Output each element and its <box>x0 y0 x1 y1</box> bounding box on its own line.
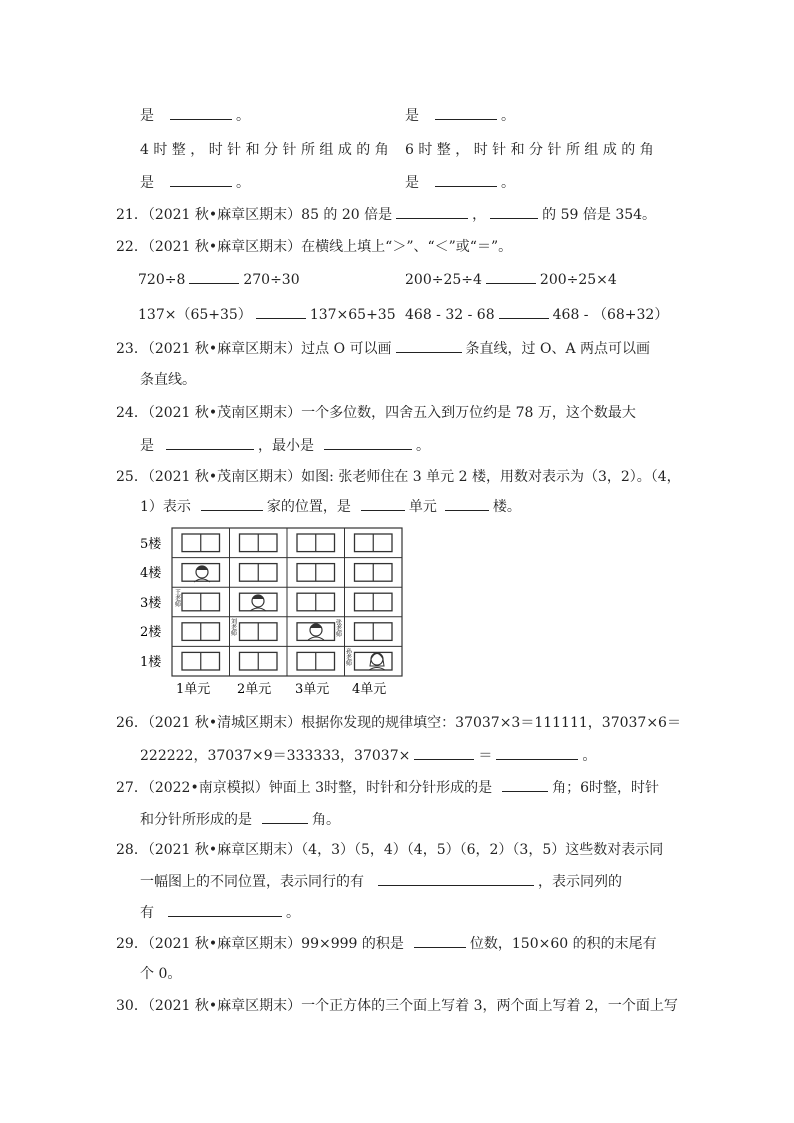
answer-blank[interactable] <box>361 497 405 511</box>
teacher-tag-zhang: 张老师 <box>334 619 342 637</box>
answer-blank[interactable] <box>396 205 468 219</box>
question-text: （2021 秋•麻章区期末）（4，3）（5，4）（4，5）（6，2）（3，5）这些数对表示同 <box>147 842 664 858</box>
text: 222222，37037×9＝333333，37037× <box>140 748 411 764</box>
text: 一幅图上的不同位置，表示同行的有 <box>140 874 364 890</box>
answer-blank[interactable] <box>414 934 466 948</box>
floor-label-5: 5楼 <box>140 537 162 552</box>
text: 468 - （68+32） <box>552 307 669 323</box>
answer-blank[interactable] <box>170 106 232 120</box>
unit-label-1: 1单元 <box>176 682 211 697</box>
question-number: 22． <box>116 239 148 255</box>
floor-label-3: 3楼 <box>140 596 162 611</box>
answer-blank[interactable] <box>378 872 534 886</box>
line-1a: 是 。 <box>140 108 250 124</box>
question-text: （2021 秋•茂南区期末）一个多位数，四舍五入到万位约是 78 万，这个数最大 <box>147 405 636 421</box>
text: 200÷25÷4 <box>405 272 482 288</box>
line-3b: 是 。 <box>405 175 515 191</box>
text: 和分针所形成的是 <box>140 812 252 828</box>
unit-label-3: 3单元 <box>295 682 330 697</box>
floor-label-2: 2楼 <box>140 625 162 640</box>
text: 。 <box>286 905 300 921</box>
answer-blank[interactable] <box>435 173 497 187</box>
text: 270÷30 <box>243 272 300 288</box>
answer-blank[interactable] <box>486 270 536 284</box>
expr-1 <box>138 270 300 289</box>
building-grid <box>140 526 404 698</box>
text: 200÷25×4 <box>539 272 617 288</box>
question-number: 27． <box>116 780 148 796</box>
answer-blank[interactable] <box>324 436 412 450</box>
question-number: 30． <box>116 998 148 1014</box>
expr-4 <box>405 305 668 324</box>
question-28-cont <box>140 872 622 891</box>
question-text: （2021 秋•麻章区期末）一个正方体的三个面上写着 3，两个面上写着 2，一个面上写 <box>147 998 678 1014</box>
answer-blank[interactable] <box>445 497 489 511</box>
question-29 <box>116 934 657 953</box>
answer-blank[interactable] <box>170 173 232 187</box>
question-25-cont <box>140 497 521 516</box>
text: 137×（65+35） <box>138 307 252 323</box>
text: 。 <box>416 438 430 454</box>
text: 是 <box>140 175 154 191</box>
text: 的 59 倍是 354。 <box>542 207 657 223</box>
text: 是 <box>405 108 419 124</box>
text: ，表示同列的 <box>538 874 622 890</box>
question-23-cont: 条直线。 <box>140 372 196 388</box>
floor-labels <box>140 536 162 670</box>
text: ， <box>472 207 487 223</box>
answer-blank[interactable] <box>396 339 462 353</box>
text: 720÷8 <box>138 272 186 288</box>
question-text: （2021 秋•麻章区期末）过点 O 可以画 <box>147 341 392 357</box>
question-22 <box>116 238 512 256</box>
answer-blank[interactable] <box>499 305 549 319</box>
answer-blank[interactable] <box>502 778 548 792</box>
question-28 <box>116 841 663 859</box>
text: ，最小是 <box>258 438 314 454</box>
text: 条直线，过 O、A 两点可以画 <box>465 341 651 357</box>
question-24 <box>116 404 636 422</box>
question-29-cont: 个 0。 <box>140 966 182 982</box>
text: 是 <box>140 108 154 124</box>
answer-blank[interactable] <box>435 106 497 120</box>
question-number: 28． <box>116 842 148 858</box>
question-number: 24． <box>116 405 148 421</box>
text: 是 <box>405 175 419 191</box>
question-text: （2021 秋•麻章区期末）85 的 20 倍是 <box>147 207 393 223</box>
question-number: 29． <box>116 936 148 952</box>
question-text: （2021 秋•茂南区期末）如图: 张老师住在 3 单元 2 楼，用数对表示为（3，2）。（4， <box>147 469 681 485</box>
text: 有 <box>140 905 154 921</box>
answer-blank[interactable] <box>490 205 538 219</box>
text: 角；6时整，时针 <box>552 780 659 796</box>
line-2a: 4 时 整 ， 时 针 和 分 针 所 组 成 的 角 <box>140 142 389 158</box>
text: ＝ <box>478 748 493 764</box>
question-24-cont <box>140 436 430 455</box>
floor-label-1: 1楼 <box>140 655 162 670</box>
text: 角。 <box>312 812 340 828</box>
line-1b: 是 。 <box>405 108 515 124</box>
question-number: 25． <box>116 469 148 485</box>
building-figure <box>140 526 404 698</box>
question-27 <box>116 778 659 797</box>
question-30 <box>116 997 678 1015</box>
question-26 <box>116 714 681 732</box>
line-2b: 6 时 整 ， 时 针 和 分 针 所 组 成 的 角 <box>405 142 654 158</box>
question-number: 23． <box>116 341 148 357</box>
unit-label-2: 2单元 <box>237 682 272 697</box>
expr-2 <box>405 270 617 289</box>
question-text: （2021 秋•麻章区期末）在横线上填上“＞”、“＜”或“＝”。 <box>147 239 513 255</box>
question-text: （2021 秋•清城区期末）根据你发现的规律填空：37037×3＝111111，37037×6＝ <box>147 715 681 731</box>
expr-3 <box>138 305 396 324</box>
teacher-tag-liu: 刘老师 <box>229 618 237 636</box>
teacher-tag-sun: 孙老师 <box>344 648 352 666</box>
question-26-cont <box>140 746 596 765</box>
answer-blank[interactable] <box>256 305 306 319</box>
unit-label-4: 4单元 <box>352 682 387 697</box>
line-3a: 是 。 <box>140 175 250 191</box>
text: 468 - 32 - 68 <box>405 307 495 323</box>
text: 单元 <box>408 499 437 515</box>
answer-blank[interactable] <box>189 270 239 284</box>
text: 楼。 <box>492 499 521 515</box>
teacher-tag-wang: 王老师 <box>173 589 181 607</box>
text: 1）表示 <box>140 499 191 515</box>
question-number: 21． <box>116 207 148 223</box>
answer-blank[interactable] <box>262 810 308 824</box>
answer-blank[interactable] <box>168 903 282 917</box>
question-text: （2022•南京模拟）钟面上 3时整，时针和分针形成的是 <box>147 780 493 796</box>
text: 家的位置，是 <box>266 499 351 515</box>
question-28-cont2 <box>140 903 300 922</box>
question-27-cont <box>140 810 340 829</box>
question-number: 26． <box>116 715 148 731</box>
text: 位数，150×60 的积的末尾有 <box>469 936 657 952</box>
answer-blank[interactable] <box>496 746 578 760</box>
floor-label-4: 4楼 <box>140 566 162 581</box>
question-21 <box>116 205 656 224</box>
text: 。 <box>582 748 597 764</box>
text: 是 <box>140 438 154 454</box>
unit-labels <box>176 682 386 697</box>
question-25 <box>116 468 681 486</box>
answer-blank[interactable] <box>201 497 263 511</box>
question-23 <box>116 339 650 358</box>
answer-blank[interactable] <box>414 746 474 760</box>
question-text: （2021 秋•麻章区期末）99×999 的积是 <box>147 936 404 952</box>
text: 137×65+35 <box>309 307 396 323</box>
answer-blank[interactable] <box>166 436 254 450</box>
